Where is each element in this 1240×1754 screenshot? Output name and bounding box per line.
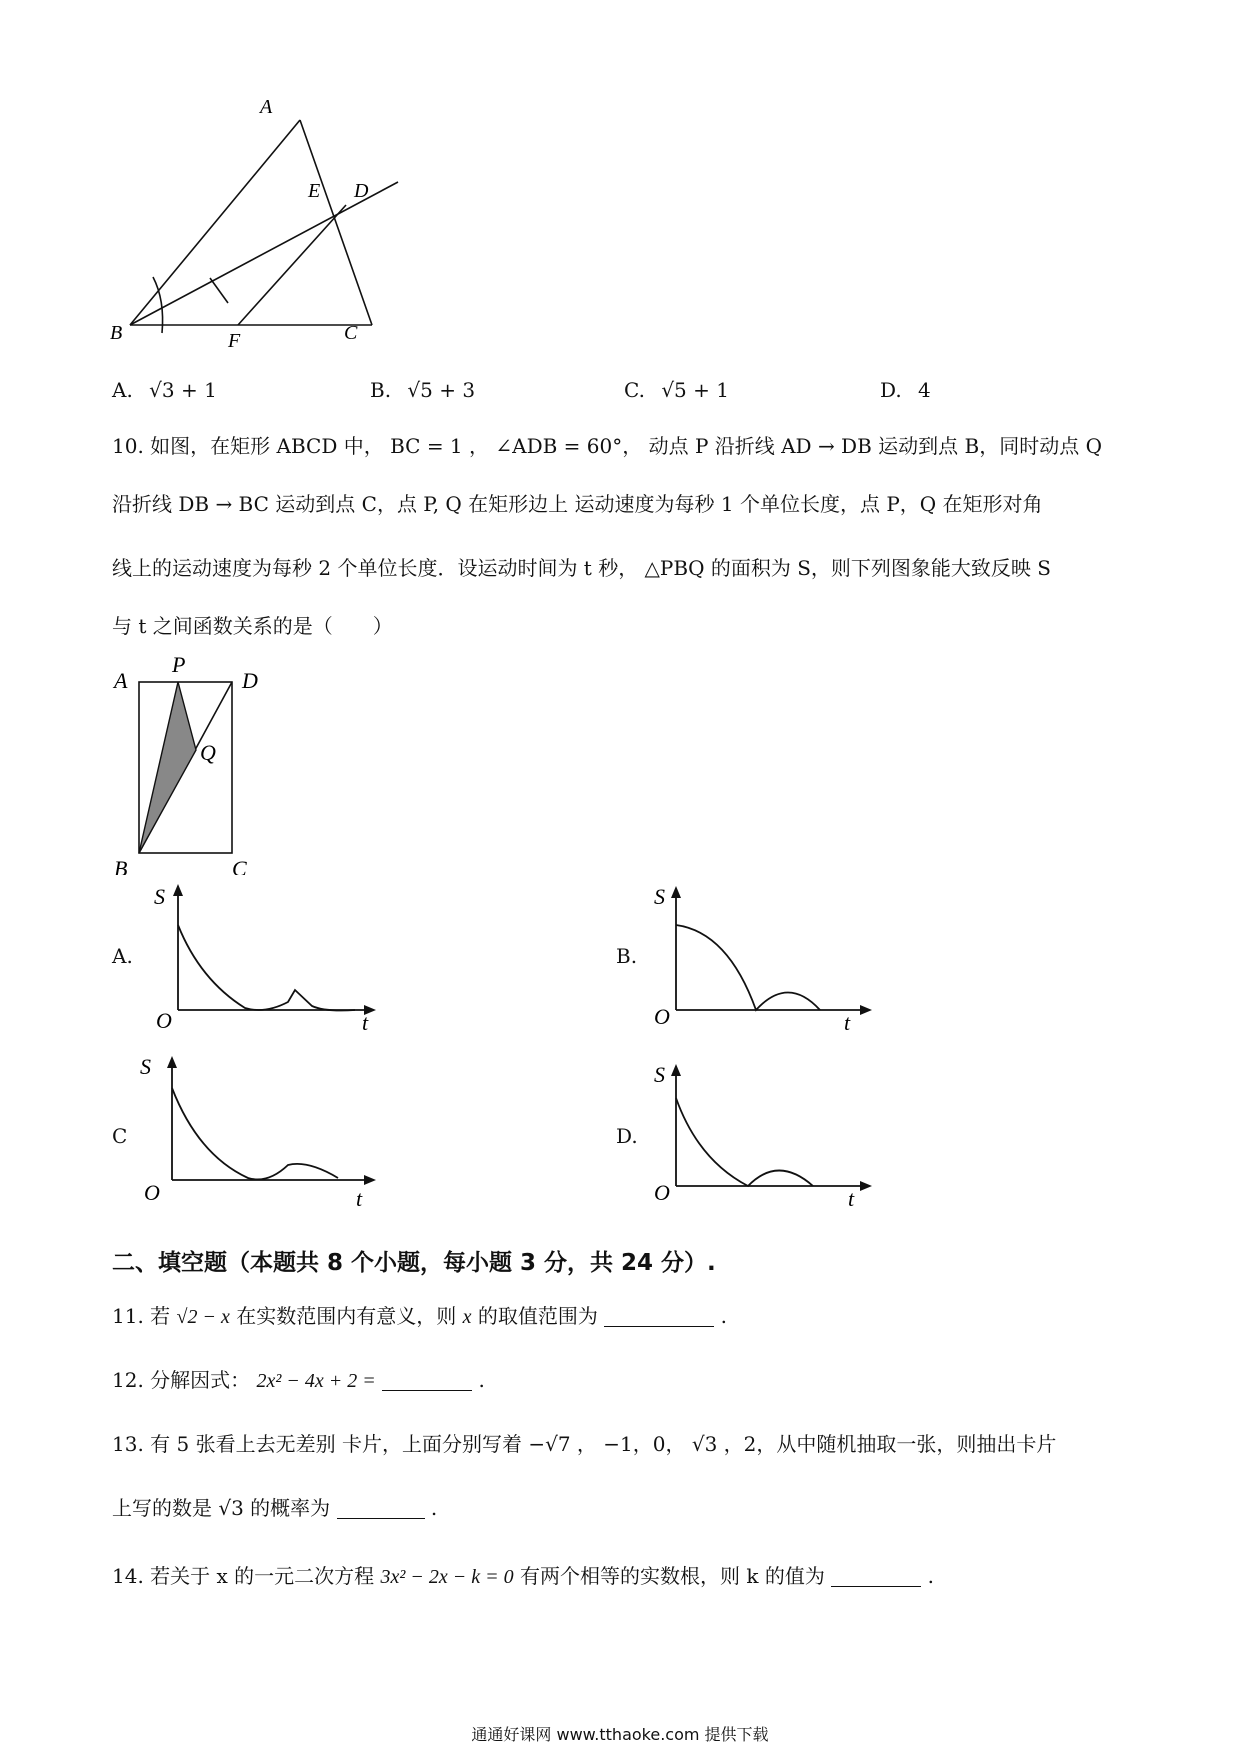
- graph-a: [140, 880, 380, 1030]
- label-E: E: [308, 180, 321, 202]
- axis-O: O: [144, 1180, 160, 1205]
- q11-suffix: 的取值范围为: [477, 1304, 598, 1328]
- q11: [112, 1302, 727, 1331]
- option-value: √3 + 1: [149, 378, 217, 402]
- option-letter: C.: [624, 378, 645, 402]
- q10-line-3: 线上的运动速度为每秒 2 个单位长度．设运动时间为 t 秒， △PBQ 的面积为 S，则下列图象能大致反映 S: [112, 556, 1051, 580]
- label-Q: Q: [200, 740, 216, 765]
- q12-prefix: 12. 分解因式：: [112, 1368, 251, 1392]
- label-A: A: [114, 668, 128, 693]
- graph-a-letter: A.: [112, 944, 133, 968]
- figure-q10-rectangle: [108, 650, 278, 875]
- label-F: F: [228, 330, 241, 352]
- q12-expression: 2x² − 4x + 2 =: [256, 1370, 376, 1392]
- q11-prefix: 11. 若: [112, 1304, 171, 1328]
- q14-expression: 3x² − 2x − k = 0: [380, 1566, 514, 1588]
- axis-O: O: [654, 1180, 670, 1205]
- q14-end: .: [927, 1564, 934, 1588]
- q11-middle: 在实数范围内有意义，则: [236, 1304, 463, 1328]
- axis-t: t: [356, 1186, 363, 1210]
- axis-S: S: [154, 884, 165, 909]
- label-C: C: [232, 856, 247, 875]
- q11-variable: x: [462, 1306, 472, 1328]
- axis-t: t: [844, 1010, 851, 1030]
- answer-blank: [604, 1304, 714, 1327]
- axis-S: S: [654, 884, 665, 909]
- graph-d-letter: D.: [616, 1124, 638, 1148]
- label-B: B: [110, 322, 123, 344]
- option-letter: D.: [880, 378, 902, 402]
- q13-end: .: [430, 1496, 438, 1520]
- axis-S: S: [140, 1054, 151, 1079]
- section-title: 二、填空题（本题共 8 个小题，每小题 3 分，共 24 分）.: [112, 1250, 716, 1276]
- label-B: B: [114, 856, 128, 875]
- q10-line-2: 沿折线 DB → BC 运动到点 C，点 P, Q 在矩形边上 运动速度为每秒 1 个单位长度，点 P，Q 在矩形对角: [112, 492, 1043, 516]
- footer-text: 通通好课网 www.tthaoke.com 提供下载: [471, 1725, 769, 1744]
- graph-c-letter: C: [112, 1124, 128, 1148]
- label-P: P: [172, 652, 186, 677]
- axis-O: O: [156, 1008, 172, 1030]
- q14-prefix: 14. 若关于 x 的一元二次方程: [112, 1564, 381, 1588]
- graph-b: [648, 880, 878, 1030]
- q9-option-b: [370, 378, 475, 402]
- q9-option-a: [112, 378, 217, 402]
- q11-end: .: [720, 1304, 727, 1328]
- option-value: 4: [918, 378, 931, 402]
- option-value: √5 + 1: [661, 378, 729, 402]
- graph-d: [648, 1060, 878, 1210]
- q13-line-2-text: 上写的数是 √3 的概率为: [112, 1496, 331, 1520]
- answer-blank: [382, 1368, 472, 1391]
- axis-S: S: [654, 1062, 665, 1087]
- axis-t: t: [848, 1186, 855, 1210]
- graph-b-letter: B.: [616, 944, 638, 968]
- option-letter: A.: [112, 378, 133, 402]
- answer-blank: [337, 1496, 425, 1519]
- axis-O: O: [654, 1004, 670, 1029]
- q13-line-1: 13. 有 5 张看上去无差别 卡片，上面分别写着 −√7 ， −1，0， √3 ，2，从中随机抽取一张，则抽出卡片: [112, 1432, 1057, 1456]
- label-C: C: [344, 322, 358, 344]
- q12: [112, 1366, 485, 1395]
- label-D: D: [354, 180, 369, 202]
- q9-option-d: [880, 378, 931, 402]
- label-D: D: [242, 668, 258, 693]
- q14-suffix: 有两个相等的实数根，则 k 的值为: [520, 1564, 825, 1588]
- option-value: √5 + 3: [407, 378, 476, 402]
- label-A: A: [260, 96, 273, 118]
- q10-line-1: 10. 如图，在矩形 ABCD 中， BC = 1 ， ∠ADB = 60°， 动点 P 沿折线 AD → DB 运动到点 B，同时动点 Q: [112, 434, 1102, 458]
- q10-line-4: 与 t 之间函数关系的是（ ）: [112, 614, 393, 638]
- option-letter: B.: [370, 378, 392, 402]
- q9-option-c: [624, 378, 729, 402]
- answer-blank: [831, 1564, 921, 1587]
- q12-end: .: [478, 1368, 485, 1392]
- q11-expression: √2 − x: [176, 1306, 230, 1328]
- q14: [112, 1562, 934, 1591]
- q13-line-2: [112, 1494, 437, 1522]
- graph-c: [138, 1050, 378, 1210]
- figure-q9-triangle: [110, 95, 440, 355]
- axis-t: t: [362, 1010, 369, 1030]
